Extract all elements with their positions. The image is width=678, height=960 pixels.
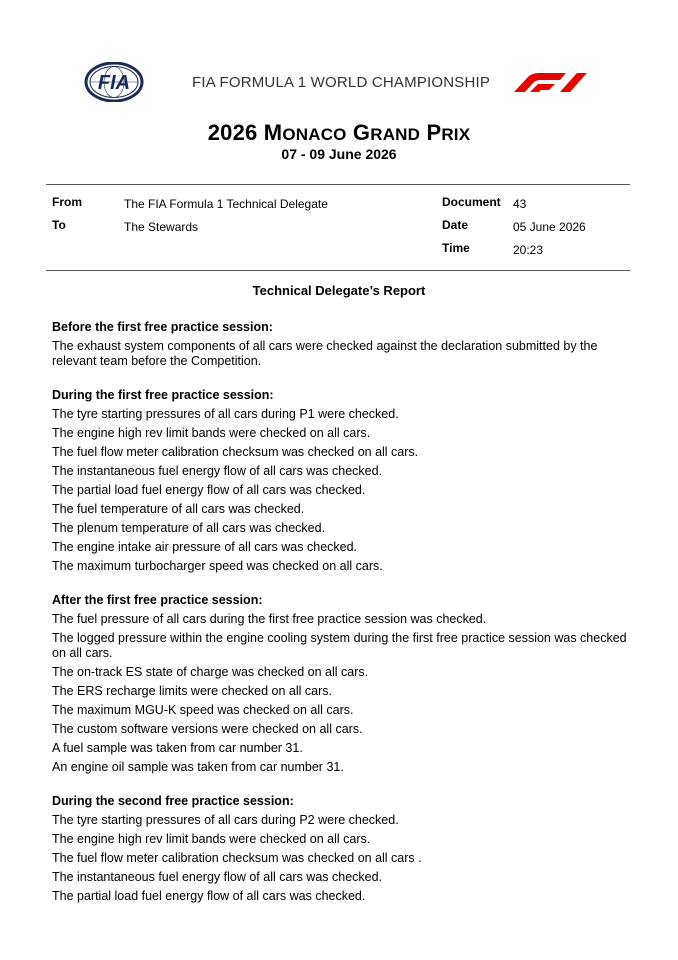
section-heading: During the second free practice session: [52, 794, 294, 808]
report-line: The engine intake air pressure of all cars was checked. [52, 540, 358, 554]
report-line: The partial load fuel energy flow of all cars was checked. [52, 889, 366, 903]
to-value: The Stewards [124, 220, 199, 234]
section-heading: After the first free practice session: [52, 593, 263, 607]
report-line: The custom software versions were checked on all cars. [52, 722, 363, 736]
from-label: From [52, 195, 82, 209]
report-line: The instantaneous fuel energy flow of all cars was checked. [52, 870, 383, 884]
event-dates: 07 - 09 June 2026 [281, 146, 397, 162]
time-value: 20:23 [513, 243, 544, 257]
report-line: The maximum MGU-K speed was checked on all cars. [52, 703, 354, 717]
report-line: The tyre starting pressures of all cars during P2 were checked. [52, 813, 399, 827]
top-divider [46, 184, 630, 185]
document-label: Document [442, 195, 501, 209]
f1-logo-icon [508, 70, 590, 94]
to-label: To [52, 218, 66, 232]
date-label: Date [442, 218, 469, 232]
document-header [0, 58, 678, 108]
event-name-1-rest: ONACO [282, 125, 347, 144]
event-year: 2026 [207, 120, 258, 145]
report-line: The fuel flow meter calibration checksum was checked on all cars . [52, 851, 422, 865]
event-name-2-initial: G [352, 120, 371, 145]
report-body [52, 320, 632, 908]
report-line: The fuel pressure of all cars during the first free practice session was checked. [52, 612, 487, 626]
date-value: 05 June 2026 [513, 220, 586, 234]
report-line: The partial load fuel energy flow of all cars was checked. [52, 483, 366, 497]
report-line: The plenum temperature of all cars was checked. [52, 521, 326, 535]
report-line: The logged pressure within the engine cooling system during the first free practice session was checked on all cars. [52, 631, 627, 660]
report-line: The on-track ES state of charge was checked on all cars. [52, 665, 369, 679]
report-line: The fuel flow meter calibration checksum was checked on all cars. [52, 445, 419, 459]
report-line: The fuel temperature of all cars was checked. [52, 502, 305, 516]
report-line: The exhaust system components of all cars were checked against the declaration submitted by the relevant team before the Competition. [52, 339, 598, 368]
championship-title: FIA FORMULA 1 WORLD CHAMPIONSHIP [192, 74, 491, 91]
bottom-divider [46, 270, 630, 271]
time-label: Time [442, 241, 470, 255]
event-name-3-initial: P [426, 120, 442, 145]
event-name-3-rest: RIX [441, 125, 471, 144]
fia-logo-text: FIA [97, 72, 131, 94]
document-value: 43 [513, 197, 527, 211]
report-line: The tyre starting pressures of all cars during P1 were checked. [52, 407, 399, 421]
event-name-2-rest: RAND [370, 125, 421, 144]
report-line: The maximum turbocharger speed was checked on all cars. [52, 559, 383, 573]
report-line: The engine high rev limit bands were checked on all cars. [52, 832, 371, 846]
section-heading: Before the first free practice session: [52, 320, 273, 334]
report-line: A fuel sample was taken from car number 31. [52, 741, 303, 755]
section-heading: During the first free practice session: [52, 388, 274, 402]
report-line: The instantaneous fuel energy flow of all cars was checked. [52, 464, 383, 478]
report-line: The engine high rev limit bands were checked on all cars. [52, 426, 371, 440]
report-line: The ERS recharge limits were checked on all cars. [52, 684, 332, 698]
event-title [0, 120, 678, 146]
report-title: Technical Delegate’s Report [252, 283, 426, 298]
from-value: The FIA Formula 1 Technical Delegate [124, 197, 328, 211]
report-line: An engine oil sample was taken from car number 31. [52, 760, 344, 774]
fia-logo-icon [84, 62, 144, 102]
event-name-1-initial: M [263, 120, 283, 145]
